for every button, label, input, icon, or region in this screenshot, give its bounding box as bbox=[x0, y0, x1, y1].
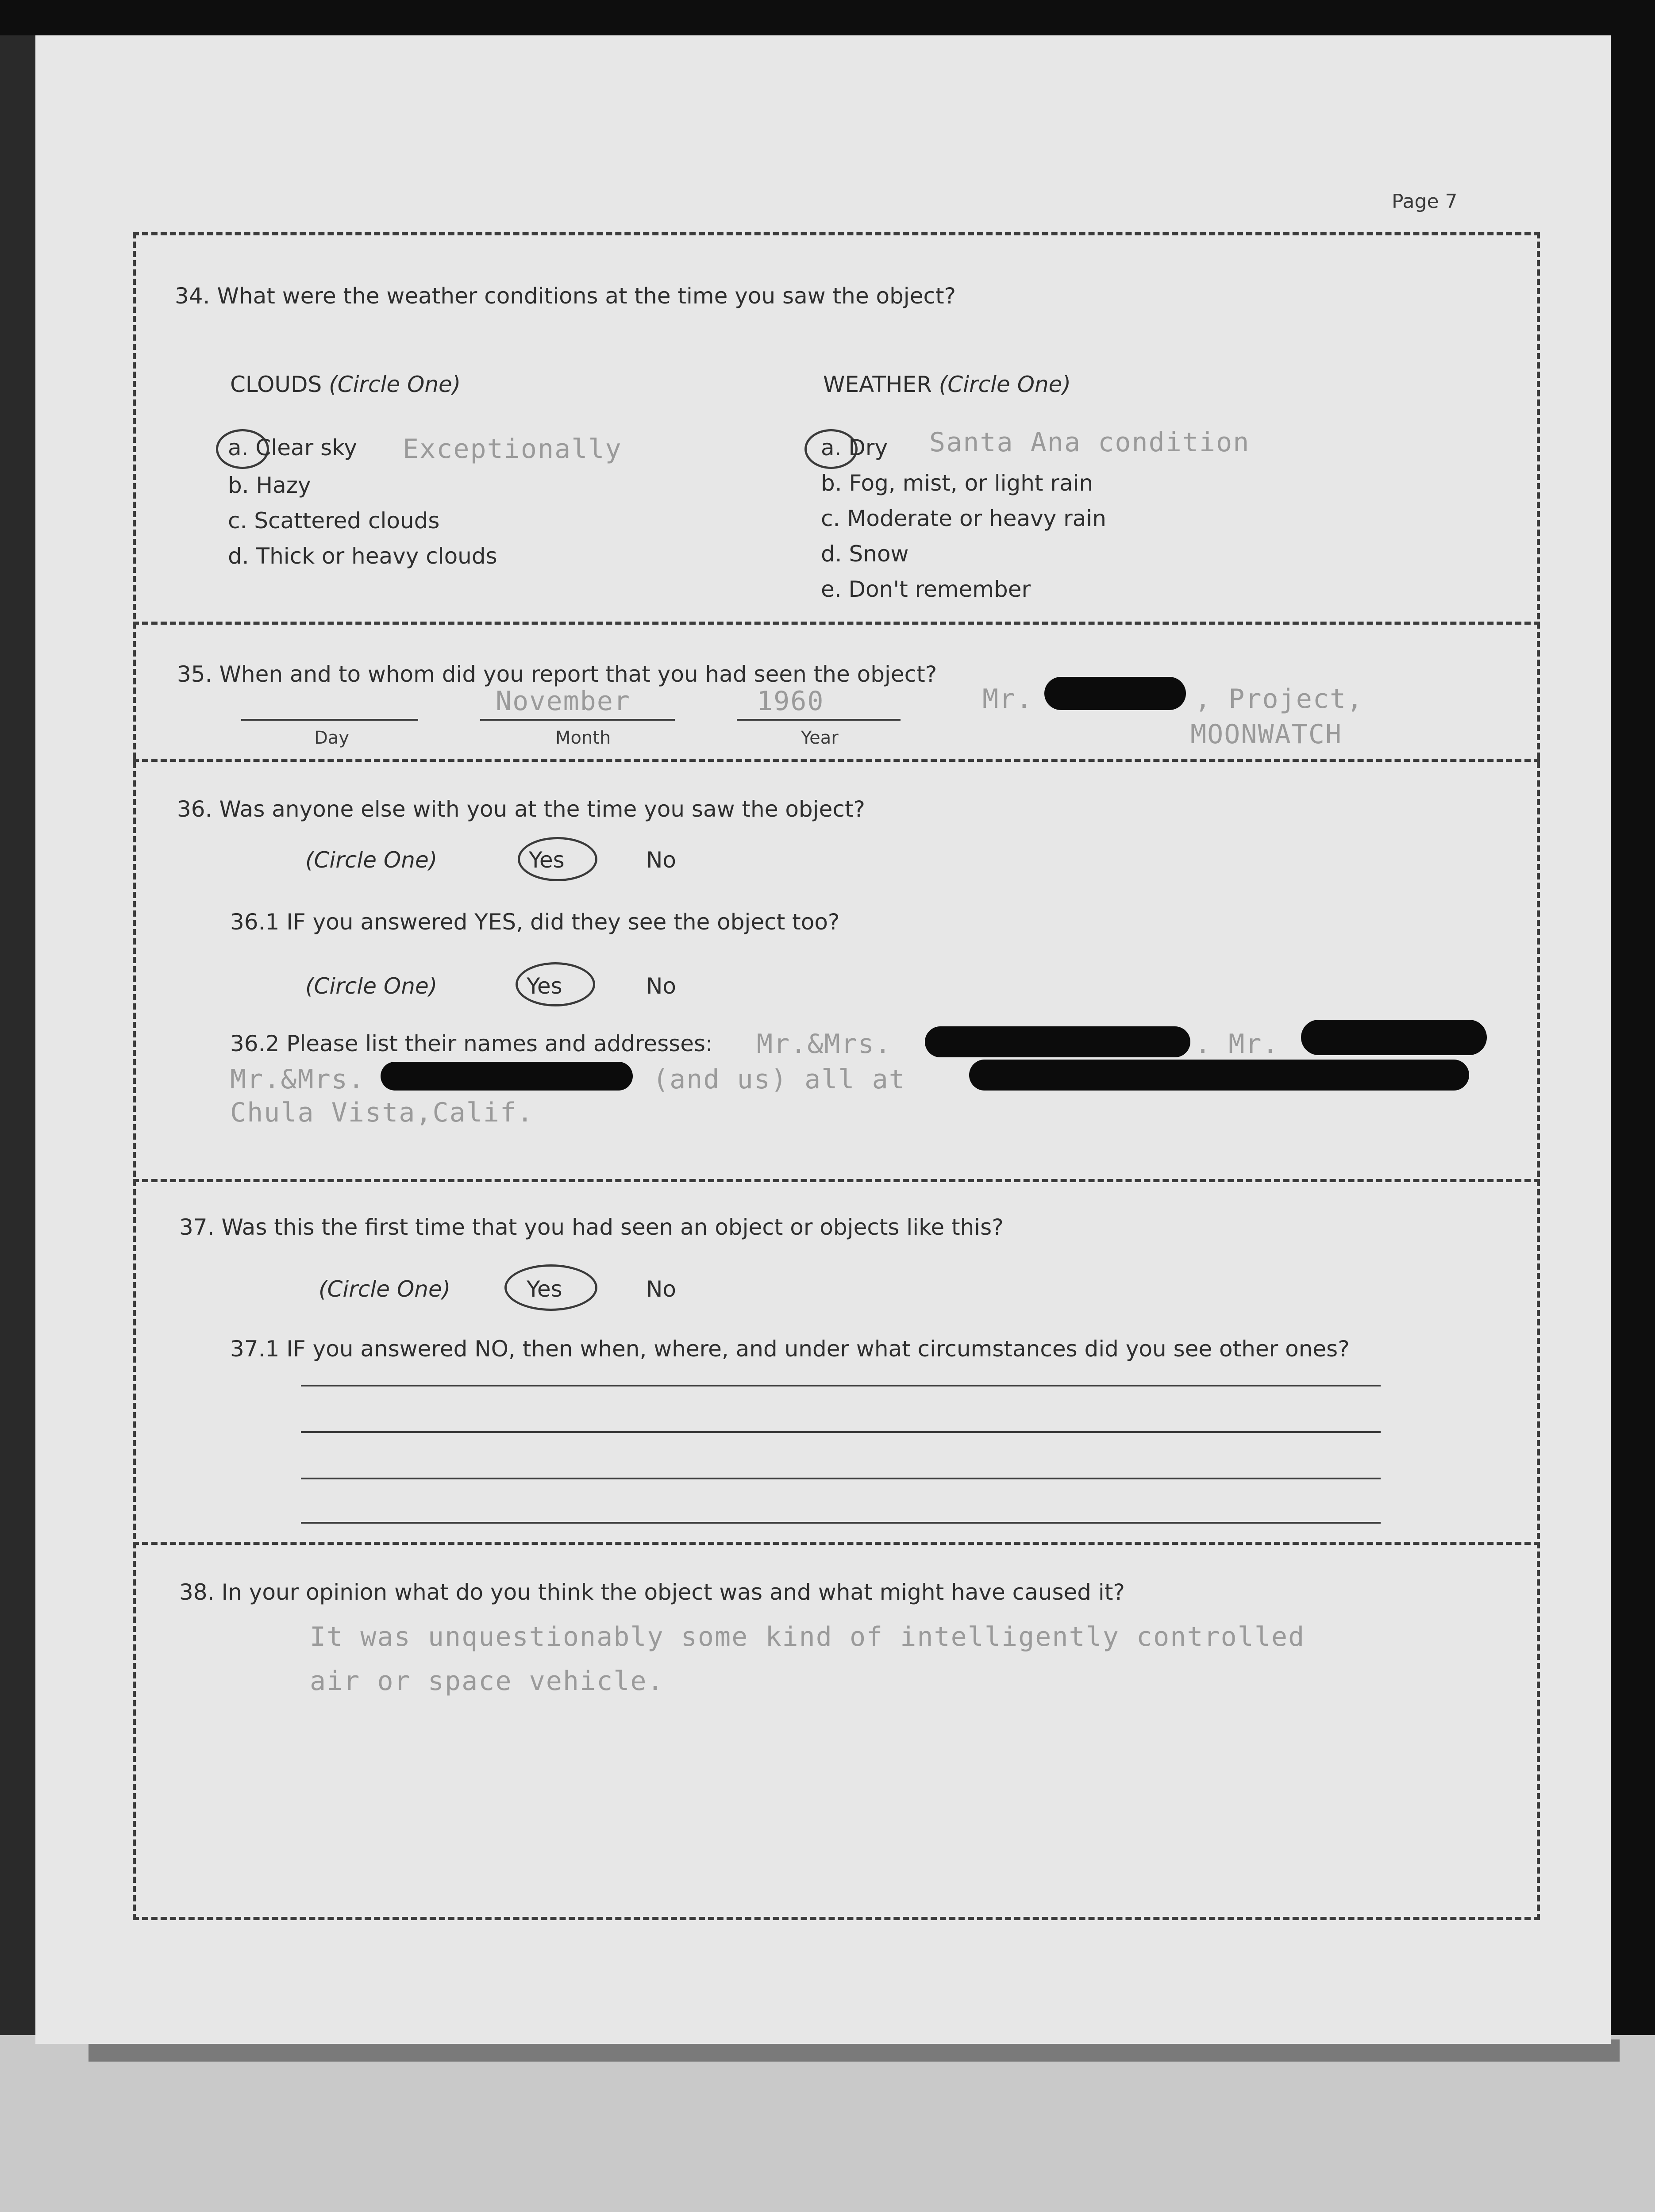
question-37-1 bbox=[230, 1336, 1350, 1362]
month-line bbox=[480, 719, 675, 721]
clouds-option-c: c. Scattered clouds bbox=[228, 508, 440, 534]
recipient-line2: MOONWATCH bbox=[1190, 719, 1343, 750]
answer-no: No bbox=[646, 973, 676, 999]
day-label: Day bbox=[314, 728, 349, 748]
redaction-bar bbox=[925, 1026, 1190, 1057]
page-number: Page 7 bbox=[1392, 190, 1458, 213]
clouds-hint: (Circle One) bbox=[329, 372, 461, 397]
answer-line bbox=[301, 1385, 1381, 1386]
film-edge-left bbox=[0, 35, 35, 2053]
recipient-suffix: , Project, bbox=[1195, 684, 1364, 714]
answer-line bbox=[301, 1431, 1381, 1433]
opinion-typed-line2: air or space vehicle. bbox=[310, 1666, 664, 1697]
redaction-bar bbox=[1301, 1020, 1487, 1055]
question-number: 35. bbox=[177, 661, 212, 687]
answer-yes: Yes bbox=[529, 847, 565, 873]
opinion-typed-line1: It was unquestionably some kind of intelligently controlled bbox=[310, 1621, 1305, 1652]
names-typed-e: Chula Vista,Calif. bbox=[230, 1097, 534, 1128]
weather-option-e: e. Don't remember bbox=[821, 576, 1031, 602]
circle-one-hint: (Circle One) bbox=[305, 847, 438, 873]
weather-typed-answer: Santa Ana condition bbox=[929, 427, 1250, 458]
year-line bbox=[737, 719, 901, 721]
clouds-option-d: d. Thick or heavy clouds bbox=[228, 543, 497, 569]
names-typed-c: Mr.&Mrs. bbox=[230, 1064, 365, 1095]
answer-line bbox=[301, 1478, 1381, 1479]
clouds-option-a: a. Clear sky bbox=[228, 435, 357, 461]
clouds-heading bbox=[230, 372, 461, 397]
question-37 bbox=[179, 1214, 1004, 1240]
question-number: 36.2 bbox=[230, 1031, 280, 1056]
answer-yes: Yes bbox=[527, 1276, 562, 1302]
question-38 bbox=[179, 1579, 1125, 1605]
names-typed-d: (and us) all at bbox=[653, 1064, 906, 1095]
redaction-bar bbox=[1044, 677, 1186, 710]
question-34 bbox=[175, 283, 956, 309]
question-text: When and to whom did you report that you had seen the object? bbox=[219, 661, 937, 687]
clouds-option-b: b. Hazy bbox=[228, 472, 311, 498]
answer-no: No bbox=[646, 847, 676, 873]
clouds-title: CLOUDS bbox=[230, 372, 322, 397]
question-number: 38. bbox=[179, 1579, 215, 1605]
question-36 bbox=[177, 796, 865, 822]
names-typed-b: . Mr. bbox=[1195, 1029, 1279, 1060]
clouds-typed-answer: Exceptionally bbox=[403, 434, 622, 465]
year-value: 1960 bbox=[757, 686, 824, 717]
names-typed-a: Mr.&Mrs. bbox=[757, 1029, 892, 1060]
month-label: Month bbox=[555, 728, 611, 748]
question-35 bbox=[177, 661, 937, 687]
answer-line bbox=[301, 1522, 1381, 1524]
weather-option-a: a. Dry bbox=[821, 435, 888, 461]
question-text: IF you answered YES, did they see the object too? bbox=[286, 909, 840, 935]
question-text: Was this the first time that you had seen an object or objects like this? bbox=[221, 1214, 1004, 1240]
weather-option-b: b. Fog, mist, or light rain bbox=[821, 470, 1093, 496]
redaction-bar bbox=[381, 1062, 633, 1091]
weather-option-c: c. Moderate or heavy rain bbox=[821, 506, 1106, 531]
question-text: Was anyone else with you at the time you saw the object? bbox=[219, 796, 865, 822]
question-text: IF you answered NO, then when, where, and under what circumstances did you see other ones? bbox=[286, 1336, 1350, 1362]
question-text: What were the weather conditions at the time you saw the object? bbox=[217, 283, 956, 309]
circle-one-hint: (Circle One) bbox=[305, 973, 438, 999]
question-text: Please list their names and addresses: bbox=[286, 1031, 713, 1056]
question-number: 37. bbox=[179, 1214, 215, 1240]
weather-heading bbox=[823, 372, 1071, 397]
question-number: 36.1 bbox=[230, 909, 280, 935]
question-text: In your opinion what do you think the object was and what might have caused it? bbox=[221, 1579, 1125, 1605]
section-divider bbox=[133, 1179, 1540, 1182]
section-divider bbox=[133, 622, 1540, 625]
weather-option-d: d. Snow bbox=[821, 541, 909, 567]
section-divider bbox=[133, 1542, 1540, 1545]
question-number: 37.1 bbox=[230, 1336, 280, 1362]
year-label: Year bbox=[801, 728, 839, 748]
weather-title: WEATHER bbox=[823, 372, 932, 397]
redaction-bar bbox=[969, 1060, 1469, 1091]
question-number: 34. bbox=[175, 283, 210, 309]
day-line bbox=[241, 719, 418, 721]
section-divider bbox=[133, 759, 1540, 762]
month-value: November bbox=[496, 686, 631, 717]
answer-no: No bbox=[646, 1276, 676, 1302]
question-number: 36. bbox=[177, 796, 212, 822]
recipient-prefix: Mr. bbox=[982, 684, 1033, 714]
circle-one-hint: (Circle One) bbox=[319, 1276, 451, 1302]
question-36-1 bbox=[230, 909, 839, 935]
weather-hint: (Circle One) bbox=[939, 372, 1071, 397]
question-36-2 bbox=[230, 1031, 713, 1056]
film-margin-bottom bbox=[0, 2035, 1655, 2212]
answer-yes: Yes bbox=[527, 973, 562, 999]
